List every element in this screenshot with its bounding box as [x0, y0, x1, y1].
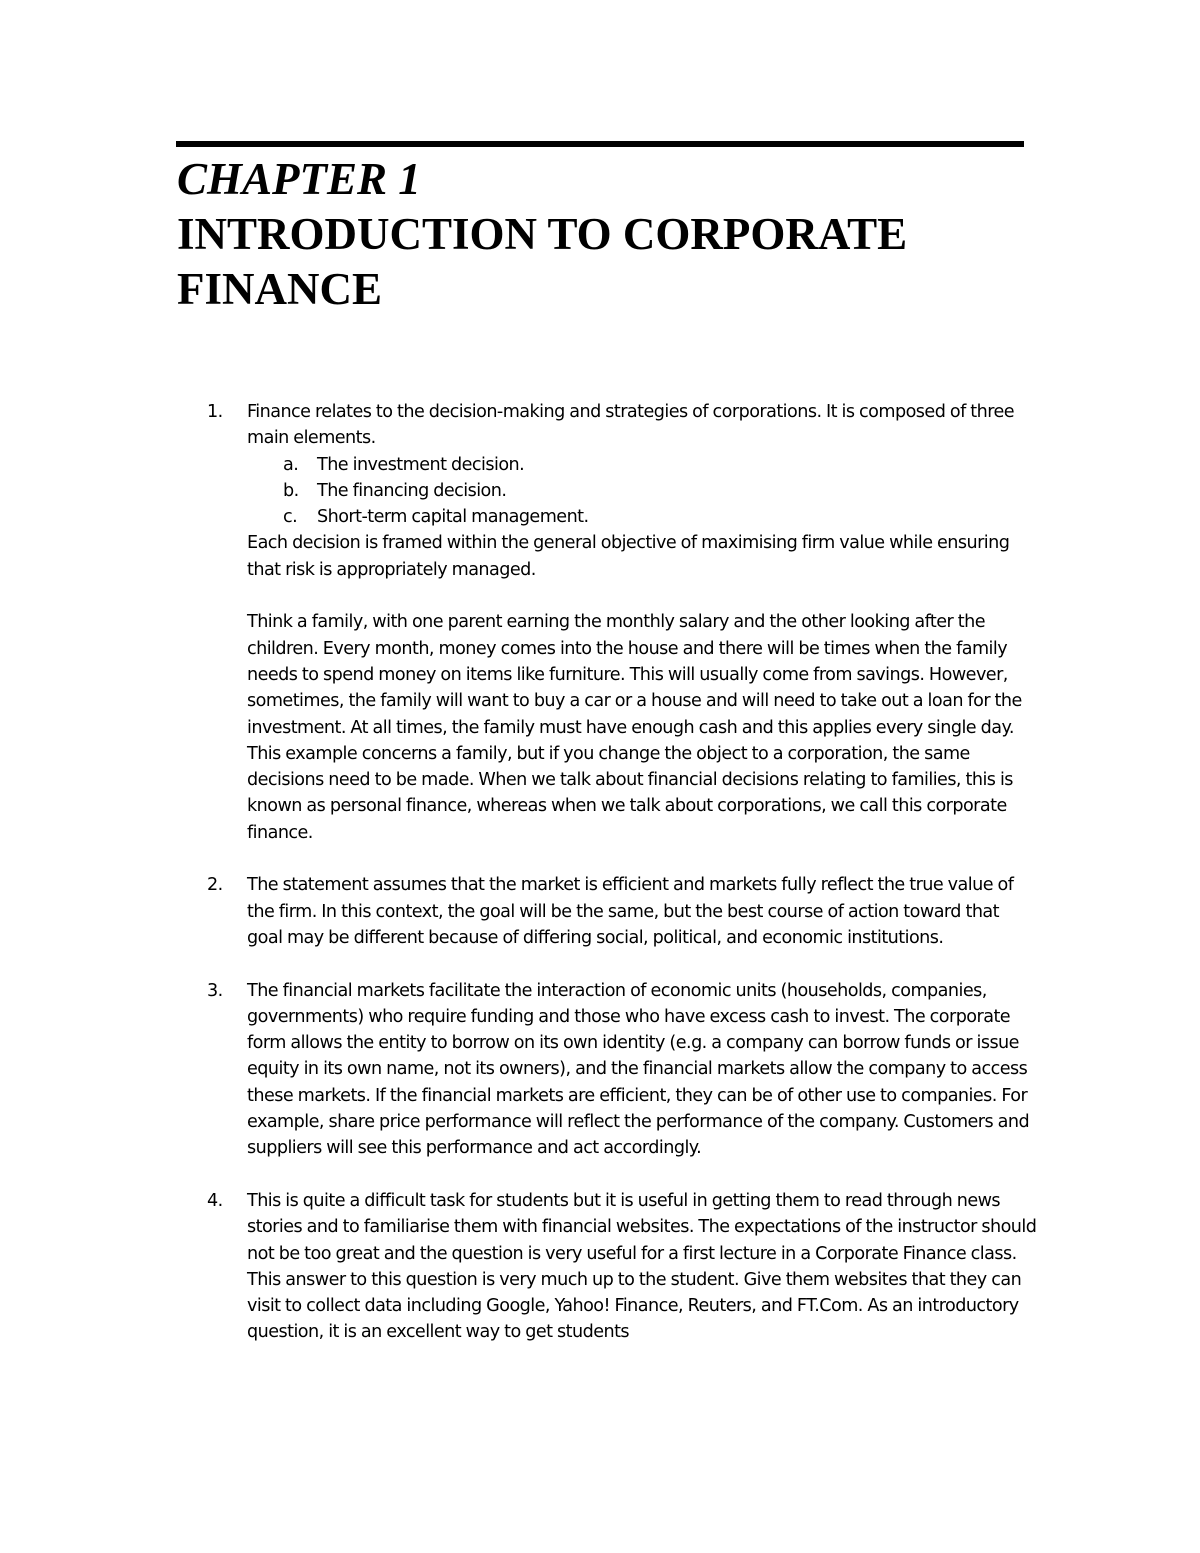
- item-1-intro: Finance relates to the decision-making and strategies of corporations. It is composed of three main elements.: [247, 402, 1015, 449]
- item-number: 1.: [207, 402, 223, 422]
- item-1-paragraph-3: Think a family, with one parent earning the monthly salary and the other looking after the children. Every month, money comes into the house and there will be times when the family needs to spend money on items like furniture. This will usually come from savings. However, sometimes, the family will want to buy a car or a house and will need to take out a loan for the investment. At all times, the family must have enough cash and this applies every single day. This example concerns a family, but if you change the object to a corporation, the same decisions need to be made. When we talk about financial decisions relating to families, this is known as personal finance, whereas when we talk about corporations, we call this corporate finance.: [247, 612, 1022, 843]
- answer-item-3: [207, 978, 1037, 1162]
- chapter-title-line-1: INTRODUCTION TO CORPORATE: [177, 209, 908, 259]
- sublist-letter: b.: [283, 480, 299, 501]
- top-horizontal-rule: [176, 141, 1024, 147]
- sublist-item-b: [247, 478, 1037, 504]
- item-gap: [207, 1162, 1037, 1188]
- item-gap: [207, 951, 1037, 977]
- chapter-title-line-2: FINANCE: [177, 264, 383, 314]
- item-1-sublist: [247, 452, 1037, 531]
- item-4-text: This is quite a difficult task for students but it is useful in getting them to read through news stories and to familiarise them with financial websites. The expectations of the instructor should not be too great and the question is very useful for a first lecture in a Corporate Finance class. This answer to this question is very much up to the student. Give them websites that they can visit to collect data including Google, Yahoo! Finance, Reuters, and FT.Com. As an introductory question, it is an excellent way to get students: [247, 1190, 1037, 1343]
- item-number: 4.: [207, 1190, 223, 1211]
- sublist-letter: c.: [283, 507, 298, 528]
- sublist-text: The investment decision.: [317, 454, 525, 475]
- item-number: 3.: [207, 980, 223, 1001]
- answer-item-2: [207, 872, 1037, 951]
- answer-item-1: [207, 399, 1037, 846]
- item-1-paragraph-2: Each decision is framed within the general objective of maximising firm value while ensuring that risk is appropriately managed.: [247, 533, 1010, 580]
- sublist-text: The financing decision.: [317, 480, 507, 501]
- chapter-number: CHAPTER 1: [177, 154, 421, 204]
- paragraph-gap: [247, 583, 1037, 609]
- sublist-item-c: [247, 504, 1037, 530]
- sublist-letter: a.: [283, 454, 299, 475]
- item-2-text: The statement assumes that the market is efficient and markets fully reflect the true value of the firm. In this context, the goal will be the same, but the best course of action toward that goal may be different because of differing social, political, and economic institutions.: [247, 875, 1014, 948]
- chapter-heading: [177, 152, 1017, 317]
- answer-item-4: [207, 1188, 1037, 1346]
- item-gap: [207, 846, 1037, 872]
- answers-list: [207, 399, 1037, 1346]
- sublist-text: Short-term capital management.: [317, 507, 589, 528]
- item-number: 2.: [207, 875, 223, 896]
- item-3-text: The financial markets facilitate the interaction of economic units (households, companies, governments) who require funding and those who have excess cash to invest. The corporate form allows the entity to borrow on its own identity (e.g. a company can borrow funds or issue equity in its own name, not its owners), and the financial markets allow the company to access these markets. If the financial markets are efficient, they can be of other use to companies. For example, share price performance will reflect the performance of the company. Customers and suppliers will see this performance and act accordingly.: [247, 980, 1030, 1159]
- sublist-item-a: [247, 452, 1037, 478]
